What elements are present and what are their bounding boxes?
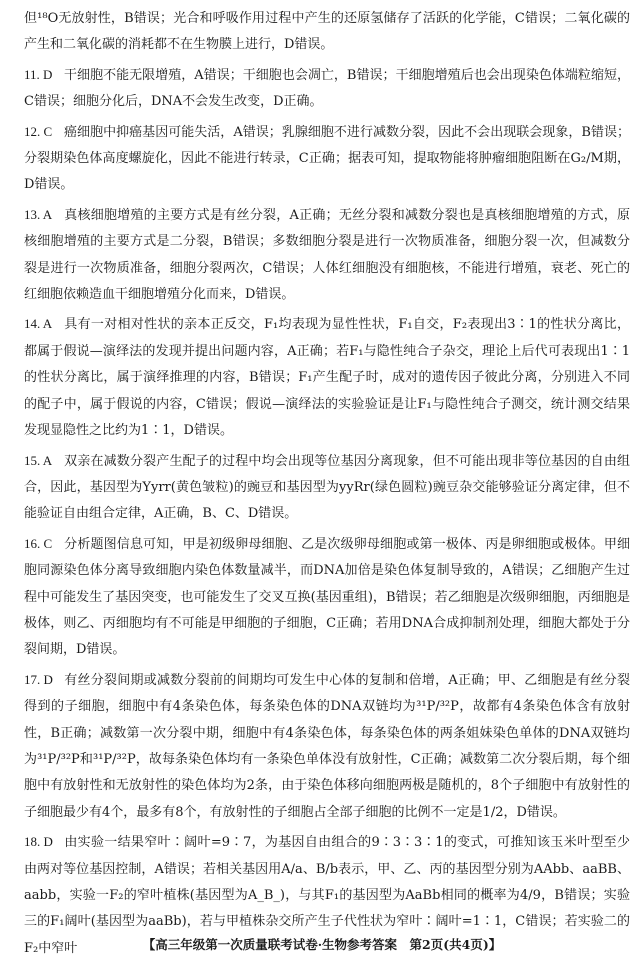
answer-explanation: 分析题图信息可知，甲是初级卵母细胞、乙是次级卵母细胞或第一极体、丙是卵细胞或极体。甲细胞同源染色体分离导致细胞内染色体数量减半，而DNA加倍是染色体复制导致的，A错误；乙细胞产生过程中可能发生了基因突变，也可能发生了交叉互换(基因重组)，B错误；若乙细胞是次级卵细胞，丙细胞是极体，则乙、丙细胞均有不可能是甲细胞的子细胞，C正确；若用DNA合成抑制剂处理，细胞大都处于分裂间期，D错误。 [24,536,630,658]
answer-explanation: 有丝分裂间期或减数分裂前的间期均可发生中心体的复制和倍增，A正确；甲、乙细胞是有丝分裂得到的子细胞，细胞中有4条染色体，每条染色体的DNA双链均为³¹P/³²P，故都有4条染色体含有放射性，B正确；减数第一次分裂中期，细胞中有4条染色体，每条染色体的两条姐妹染色单体的DNA双链均为³¹P/³²P和³¹P/³²P，故每条染色体均有一条染色单体没有放射性，C正确；减数第二次分裂后期，每个细胞中有放射性和无放射性的染色体均为2条，由于染色体移向细胞两极是随机的，8个子细胞中有放射性的子细胞最少有4个，最多有8个，有放射性的子细胞占全部子细胞的比例不一定是1/2，D错误。 [24,672,630,820]
answer-item-16 [24,531,630,664]
answer-number: 12. C [24,123,53,139]
answer-content [24,6,630,962]
answer-item-11 [24,62,630,116]
answer-explanation: 由实验一结果窄叶∶阔叶=9∶7，为基因自由组合的9∶3∶3∶1的变式，可推知该玉米叶型至少由两对等位基因控制，A错误；若相关基因用A/a、B/b表示，甲、乙、丙的基因型分别为AAbb、aaBB、aabb，实验一F₂的窄叶植株(基因型为A_B_)，与其F₁的基因型为AaBb相同的概率为4/9，B错误；实验三的F₁阔叶(基因型为aaBb)，若与甲植株杂交所产生子代性状为窄叶∶阔叶=1∶1，C错误；若实验二的F₂中窄叶 [24,835,630,956]
answer-number: 16. C [24,535,53,551]
answer-explanation: 癌细胞中抑癌基因可能失活，A错误；乳腺细胞不进行减数分裂，因此不会出现联会现象，B错误；分裂期染色体高度螺旋化，因此不能进行转录，C正确；据表可知，提取物能将肿瘤细胞阻断在G₂/M期，D错误。 [24,124,630,193]
answer-number: 15. A [24,452,53,468]
answer-number: 18. D [24,834,53,850]
answer-explanation: 真核细胞增殖的主要方式是有丝分裂，A正确；无丝分裂和减数分裂也是真核细胞增殖的方式，原核细胞增殖的主要方式是二分裂，B错误；多数细胞分裂是进行一次物质准备，细胞分裂一次，但减数分裂是进行一次物质准备，细胞分裂两次，C错误；人体红细胞没有细胞核，不能进行增殖，衰老、死亡的红细胞依赖造血干细胞增殖分化而来，D错误。 [24,207,630,303]
intro-paragraph: 但¹⁸O无放射性，B错误；光合和呼吸作用过程中产生的还原氢储存了活跃的化学能，C错误；二氧化碳的产生和二氧化碳的消耗都不在生物膜上进行，D错误。 [24,11,630,53]
answer-explanation: 双亲在减数分裂产生配子的过程中均会出现等位基因分离现象，但不可能出现非等位基因的自由组合，因此，基因型为Yyrr(黄色皱粒)的豌豆和基因型为yyRr(绿色圆粒)豌豆杂交能够验证分离定律，但不能验证自由组合定律，A正确，B、C、D错误。 [24,453,630,522]
answer-explanation: 干细胞不能无限增殖，A错误；干细胞也会凋亡，B错误；干细胞增殖后也会出现染色体端粒缩短，C错误；细胞分化后，DNA不会发生改变，D正确。 [24,67,630,110]
answer-item-15 [24,448,630,528]
page-footer: 【高三年级第一次质量联考试卷·生物参考答案 第2页(共4页)】 [142,937,502,952]
answer-item-17 [24,667,630,826]
answer-number: 14. A [24,316,53,332]
answer-number: 17. D [24,671,53,687]
answer-item-12 [24,119,630,199]
answer-number: 11. D [24,66,53,82]
answer-item-13 [24,202,630,309]
answer-explanation: 具有一对相对性状的亲本正反交，F₁均表现为显性性状，F₁自交，F₂表现出3∶1的性状分离比，都属于假说—演绎法的发现并提出问题内容，A正确；若F₁与隐性纯合子杂交，理论上后代可表现出1∶1的性状分离比，属于演绎推理的内容，B错误；F₁产生配子时，成对的遗传因子彼此分离，分别进入不同的配子中，属于假说的内容，C错误；假说—演绎法的实验验证是让F₁与隐性纯合子测交，统计测交结果发现显隐性之比约为1∶1，D错误。 [24,317,630,439]
answer-number: 13. A [24,206,53,222]
answer-item-14 [24,311,630,444]
